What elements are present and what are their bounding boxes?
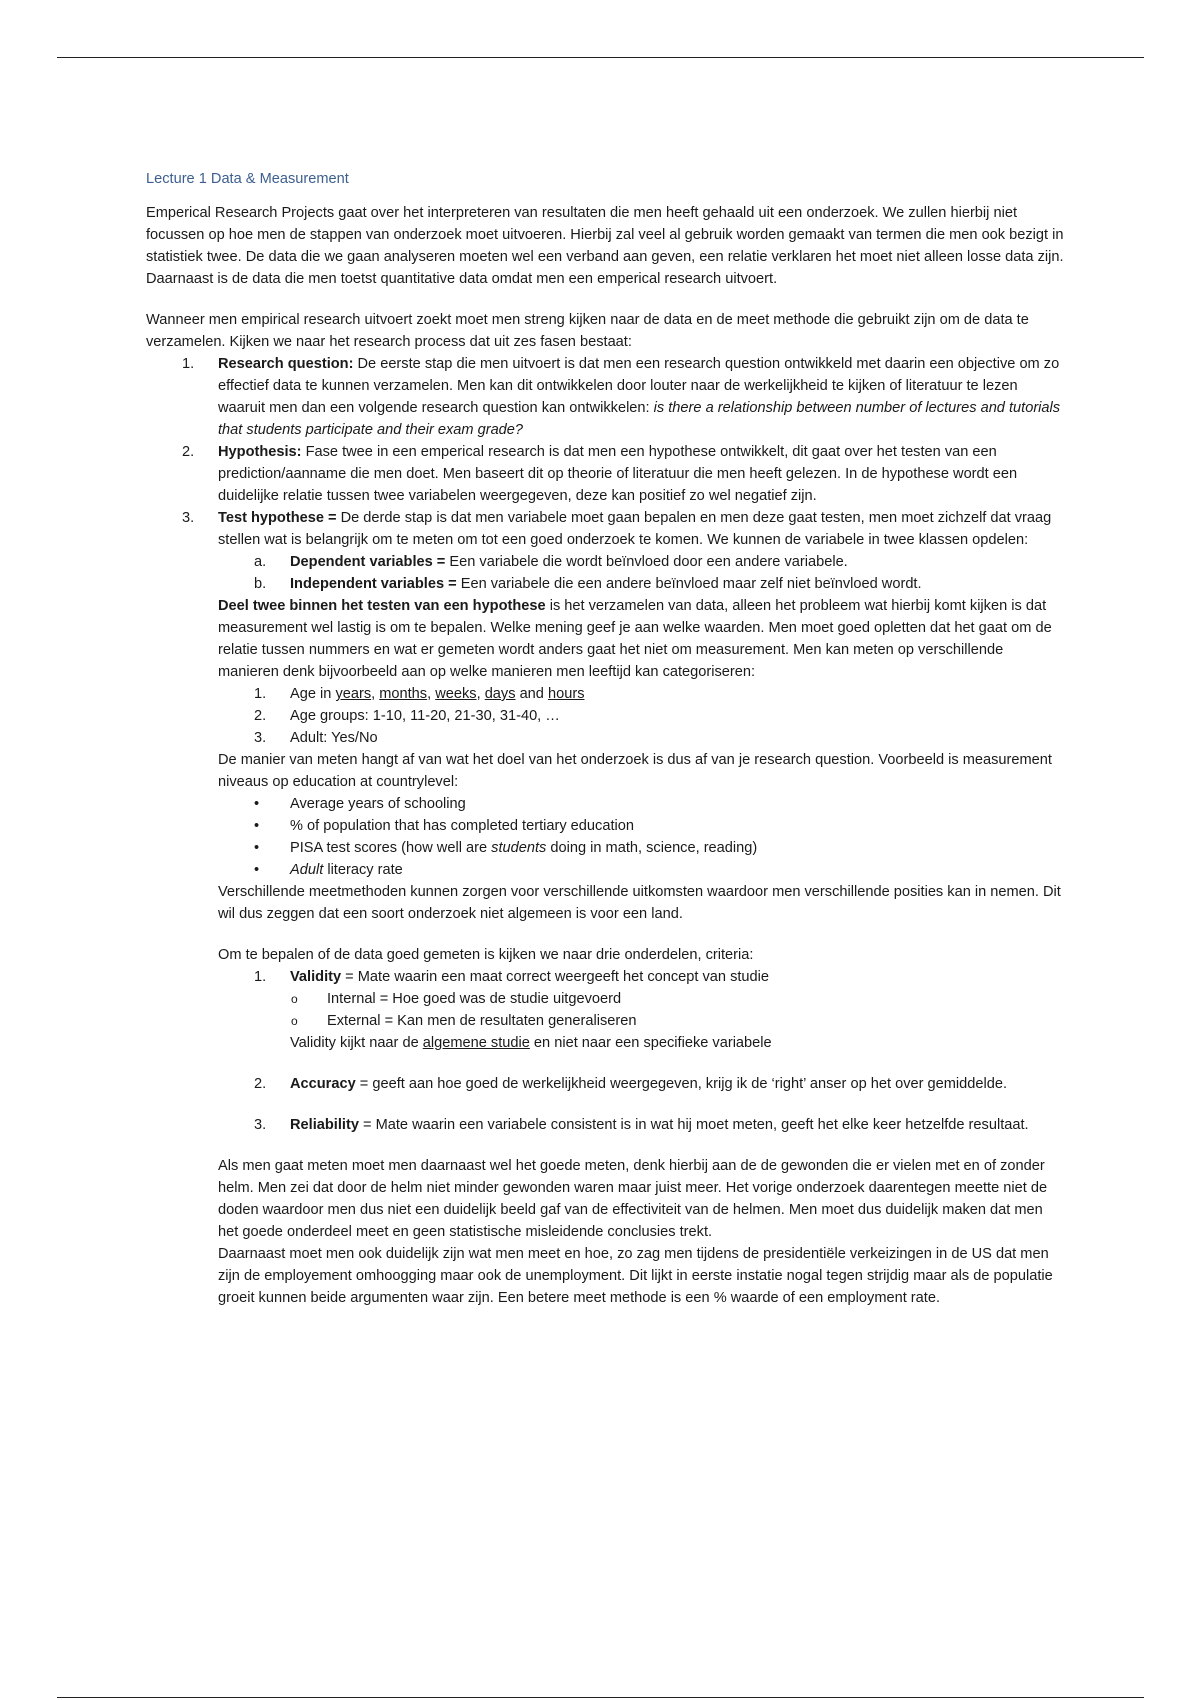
step-hypothesis (146, 441, 1066, 507)
spacer (146, 1136, 1066, 1155)
bullet-text: Average years of schooling (290, 796, 466, 812)
document-body (146, 168, 1066, 1309)
deel-twee-bold: Deel twee binnen het testen van een hypothese (218, 598, 546, 614)
verschil-paragraph: Verschillende meetmethoden kunnen zorgen voor verschillende uitkomsten waardoor men verschillende posities kan in nemen. Dit wil dus zeggen dat een soort onderzoek niet algemeen is voor een land. (218, 884, 1061, 922)
sub-text: External = Kan men de resultaten generaliseren (327, 1013, 637, 1029)
note-text: en niet naar een specifieke variabele (529, 1035, 772, 1051)
bullet-item-2 (146, 815, 1066, 837)
sep: , (476, 686, 485, 702)
list-number: 3. (182, 510, 195, 526)
independent-variables-item (146, 573, 1066, 595)
bullet-italic: Adult (290, 862, 324, 878)
list-number: 2. (254, 1076, 267, 1092)
step-text: De eerste stap die men uitvoert is dat men een research question ontwikkeld met daarin een objective om zo effectief data te kunnen verzamelen. Men kan dit ontwikkelen door louter naar de werkelijkheid te kijken of literatuur te lezen waaruit men dan een volgende research question kan ontwikkelen: (218, 356, 1060, 416)
circle-bullet-icon: o (291, 1014, 298, 1028)
bullet-text: literacy rate (323, 862, 403, 878)
bullet-icon: • (254, 796, 260, 812)
list-number: 3. (254, 730, 267, 746)
bullet-text: doing in math, science, reading) (546, 840, 758, 856)
note-text: Validity kijkt naar de (290, 1035, 423, 1051)
validity-external (146, 1010, 1066, 1032)
spacer (146, 1095, 1066, 1114)
criterion-label: Validity (290, 969, 342, 985)
list-number: 1. (254, 969, 267, 985)
step-text: Fase twee in een emperical research is dat men een hypothese ontwikkelt, dit gaat over het testen van een prediction/aanname die men doet. Men baseert dit op theorie of literatuur die men heeft gelezen. In de hypothese wordt een duidelijke relatie tussen twee variabelen weergegeven, deze kan positief zo wel negatief zijn. (218, 444, 1018, 504)
age-item-2 (146, 705, 1066, 727)
age-text: Adult: Yes/No (290, 730, 378, 746)
list-number: 1. (182, 356, 195, 372)
research-steps-list (146, 353, 1066, 551)
deel-twee-text: is het verzamelen van data, alleen het probleem wat hierbij komt kijken is dat measurement wel lastig is om te bepalen. Welke mening geef je aan welke waarden. Men moet goed opletten dat het gaat om de relatie tussen nummers en wat er gemeten wordt anders gaat het niet om measurement. Men kan meten op verschillende manieren denk bijvoorbeeld aan op welke manieren men leeftijd kan categoriseren: (218, 598, 1052, 680)
criterion-accuracy (146, 1073, 1066, 1095)
age-text: Age groups: 1-10, 11-20, 21-30, 31-40, … (290, 708, 560, 724)
circle-bullet-icon: o (291, 992, 298, 1006)
step-label: Test hypothese = (218, 510, 337, 526)
spacer (146, 925, 1066, 944)
list-number: 2. (182, 444, 195, 460)
sep: , (427, 686, 436, 702)
spacer (146, 290, 1066, 309)
term-text: Een variabele die wordt beïnvloed door een andere variabele. (445, 554, 848, 570)
age-item-1 (146, 683, 1066, 705)
age-prefix: Age in (290, 686, 336, 702)
note-underlined: algemene studie (422, 1035, 530, 1051)
deel-twee-paragraph (146, 595, 1066, 683)
helm-paragraph: Als men gaat meten moet men daarnaast wel het goede meten, denk hierbij aan de de gewonden die er vielen met en of zonder helm. Men zei dat door de helm niet minder gewonden waren maar juist meer. Het vorige onderzoek daarentegen meette niet de doden waardoor men dus niet een duidelijk beeld gaf van de effectiviteit van de helmen. Men moet dus duidelijk maken dat men het goede onderdeel meet en geen statistische misleidende conclusies trekt. (218, 1158, 1048, 1240)
sep: , (371, 686, 380, 702)
bullet-icon: • (254, 818, 260, 834)
lecture-title: Lecture 1 Data & Measurement (146, 171, 349, 187)
step-label: Research question: (218, 356, 354, 372)
age-months: months (379, 686, 428, 702)
criterion-label: Accuracy (290, 1076, 356, 1092)
bullet-icon: • (254, 840, 260, 856)
list-letter: a. (254, 554, 267, 570)
validity-internal (146, 988, 1066, 1010)
dependent-variables-item (146, 551, 1066, 573)
criterion-reliability (146, 1114, 1066, 1136)
list-letter: b. (254, 576, 267, 592)
step-test-hypothese (146, 507, 1066, 551)
bullet-item-1 (146, 793, 1066, 815)
term-label: Dependent variables = (290, 554, 446, 570)
age-weeks: weeks (435, 686, 477, 702)
bullet-item-3 (146, 837, 1066, 859)
age-years: years (335, 686, 372, 702)
validity-note (146, 1032, 1066, 1054)
header-rule (57, 57, 1144, 58)
term-label: Independent variables = (290, 576, 457, 592)
criterion-text: = Mate waarin een variabele consistent is in wat hij moet meten, geeft het elke keer hetzelfde resultaat. (358, 1117, 1029, 1133)
step-research-question (146, 353, 1066, 441)
us-elections-paragraph: Daarnaast moet men ook duidelijk zijn wat men meet en hoe, zo zag men tijdens de presidentiële verkeizingen in de US dat men zijn de employement omhoogging maar ook de unemployment. Dit lijkt in eerste instatie nogal tegen strijdig maar als de populatie groeit kunnen beide argumenten waar zijn. Een betere meet methode is een % waarde of een employment rate. (218, 1246, 1053, 1306)
criterion-text: = geeft aan hoe goed de werkelijkheid weergegeven, krijg ik de ‘right’ anser op het over gemiddelde. (355, 1076, 1008, 1092)
bullet-icon: • (254, 862, 260, 878)
list-number: 2. (254, 708, 267, 724)
list-number: 3. (254, 1117, 267, 1133)
list-number: 1. (254, 686, 267, 702)
step-label: Hypothesis: (218, 444, 302, 460)
spacer (146, 1054, 1066, 1073)
criteria-paragraph: Om te bepalen of de data goed gemeten is kijken we naar drie onderdelen, criteria: (218, 947, 754, 963)
bullet-text: % of population that has completed tertiary education (290, 818, 634, 834)
bullet-italic: students (491, 840, 547, 856)
footer-rule (57, 1697, 1144, 1698)
age-days: days (484, 686, 516, 702)
criterion-text: = Mate waarin een maat correct weergeeft het concept van studie (341, 969, 770, 985)
bullet-item-4 (146, 859, 1066, 881)
criterion-validity (146, 966, 1066, 988)
research-process-paragraph: Wanneer men empirical research uitvoert zoekt moet men streng kijken naar de data en de meet methode die gebruikt zijn om de data te verzamelen. Kijken we naar het research process dat uit zes fasen bestaat: (146, 312, 1029, 350)
term-text: Een variabele die een andere beïnvloed maar zelf niet beïnvloed wordt. (456, 576, 922, 592)
age-item-3 (146, 727, 1066, 749)
sub-text: Internal = Hoe goed was de studie uitgevoerd (327, 991, 622, 1007)
example-question: is there a relationship between number of lectures and tutorials that students participate and their exam grade? (218, 400, 1061, 438)
step-text: De derde stap is dat men variabele moet gaan bepalen en men deze gaat testen, men moet zichzelf dat vraag stellen wat is belangrijk om te meten om tot een goed onderzoek te komen. We kunnen de variabele in twee klassen opdelen: (218, 510, 1052, 548)
age-hours: hours (547, 686, 585, 702)
criterion-label: Reliability (290, 1117, 359, 1133)
bullet-text: PISA test scores (how well are (290, 840, 492, 856)
manier-paragraph: De manier van meten hangt af van wat het doel van het onderzoek is dus af van je research question. Voorbeeld is measurement niveaus op education at countrylevel: (218, 752, 1052, 790)
intro-paragraph: Emperical Research Projects gaat over het interpreteren van resultaten die men heeft gehaald uit een onderzoek. We zullen hierbij niet focussen op hoe men de stappen van onderzoek moet uitvoeren. Hierbij zal veel al gebruik worden gemaakt van termen die men ook bezigt in statistiek twee. De data die we gaan analyseren moeten wel een verband aan geven, een relatie verklaren het moet niet alleen losse data zijn. Daarnaast is de data die men toetst quantitative data omdat men een emperical research uitvoert. (146, 205, 1064, 287)
sep: and (515, 686, 548, 702)
